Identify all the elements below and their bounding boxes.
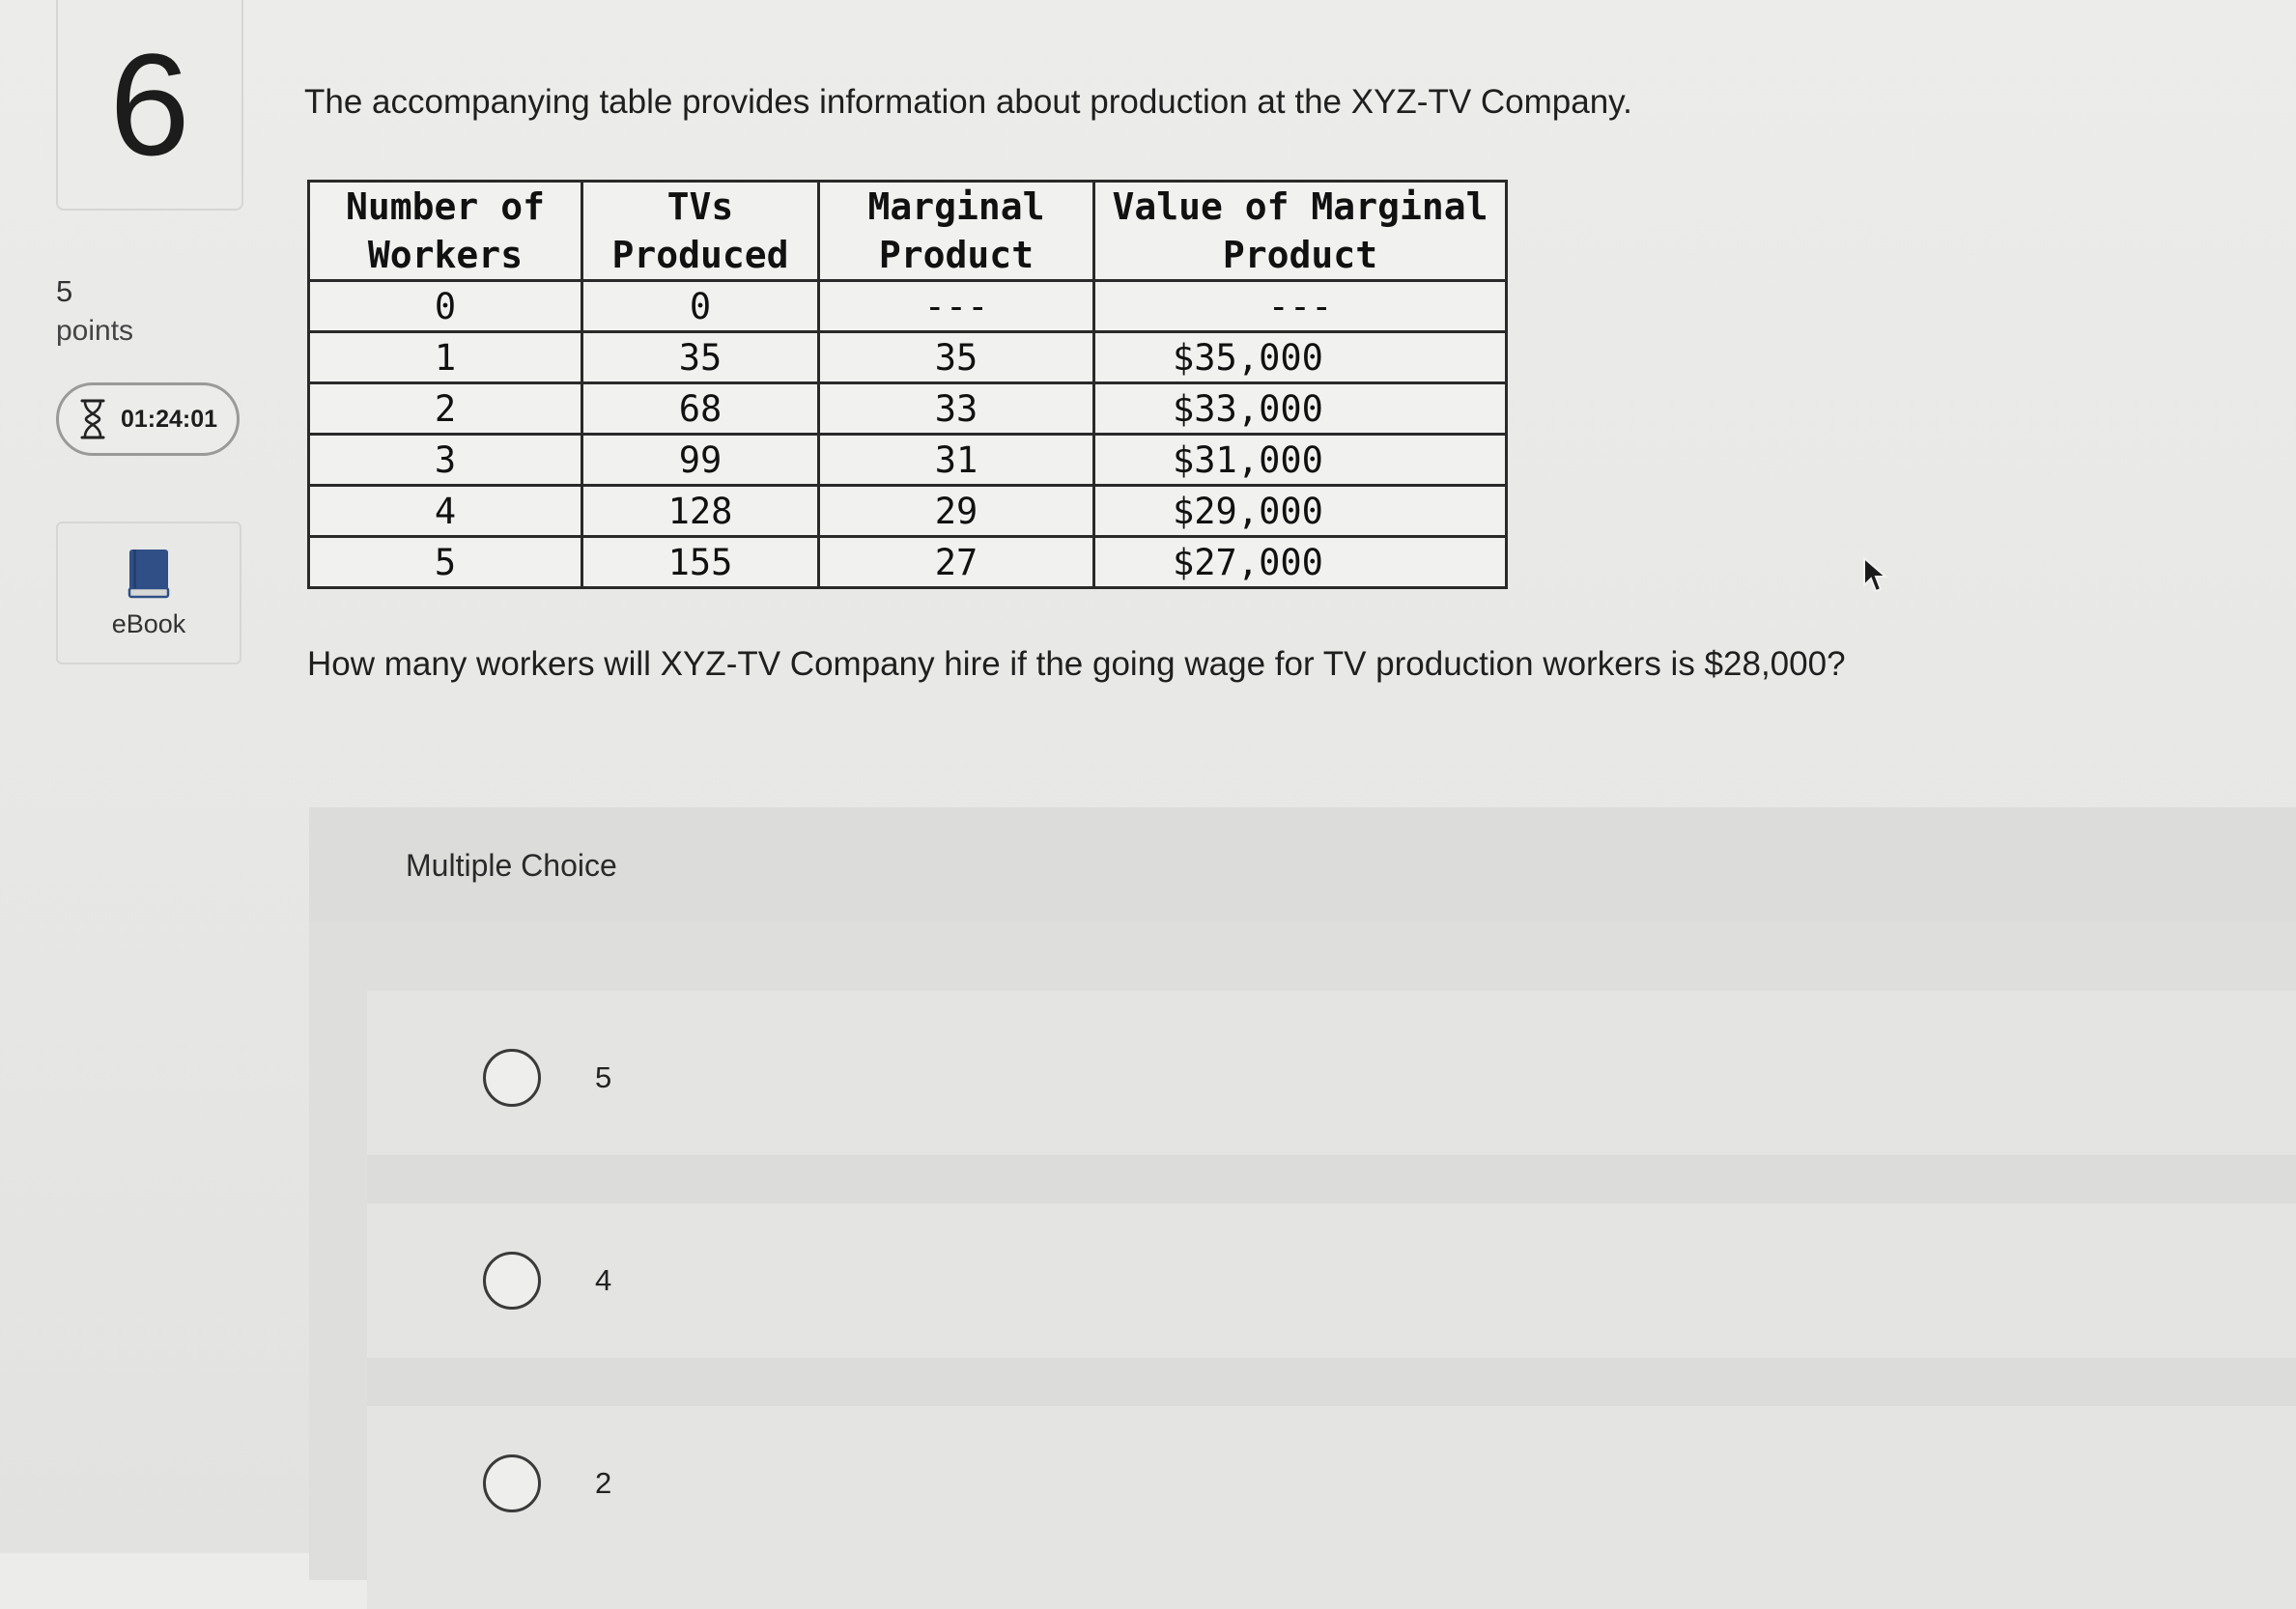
multiple-choice-title: Multiple Choice: [406, 848, 617, 883]
question-intro: The accompanying table provides information about production at the XYZ-TV Company.: [304, 83, 1632, 121]
header-tvs-produced: TVs Produced: [582, 182, 819, 281]
table-row: [309, 435, 1507, 486]
production-table: [307, 180, 1508, 589]
radio-button[interactable]: [483, 1252, 541, 1310]
cell-tvs: 128: [582, 486, 819, 537]
question-number: 6: [109, 23, 190, 185]
cell-tvs: 68: [582, 383, 819, 435]
option-label: 4: [595, 1263, 612, 1297]
header-value-marginal-product: Value of Marginal Product: [1094, 182, 1507, 281]
cell-tvs: 35: [582, 332, 819, 383]
cell-vmp: $29,000: [1094, 486, 1507, 537]
cell-vmp: $35,000: [1094, 332, 1507, 383]
cell-workers: 4: [309, 486, 582, 537]
question-prompt: How many workers will XYZ-TV Company hire if the going wage for TV production workers is $28,000?: [307, 645, 1846, 683]
table-row: [309, 281, 1507, 332]
cell-workers: 0: [309, 281, 582, 332]
option-label: 2: [595, 1466, 612, 1500]
timer-button[interactable]: [56, 382, 240, 456]
table-row: [309, 537, 1507, 588]
cell-mp: 31: [819, 435, 1094, 486]
radio-button[interactable]: [483, 1049, 541, 1107]
cell-vmp: ---: [1094, 281, 1507, 332]
cell-workers: 2: [309, 383, 582, 435]
cell-workers: 1: [309, 332, 582, 383]
cell-vmp: $27,000: [1094, 537, 1507, 588]
points-label: points: [56, 315, 134, 347]
multiple-choice-header: [309, 807, 2296, 921]
ebook-label: eBook: [111, 608, 186, 638]
table-row: [309, 486, 1507, 537]
option-divider: [367, 1155, 2296, 1203]
cell-tvs: 155: [582, 537, 819, 588]
radio-button[interactable]: [483, 1454, 541, 1512]
table-header-row: [309, 182, 1507, 281]
cell-mp: 33: [819, 383, 1094, 435]
options-list: [367, 991, 2296, 1609]
cell-workers: 3: [309, 435, 582, 486]
option-1[interactable]: [483, 1049, 611, 1107]
cell-vmp: $33,000: [1094, 383, 1507, 435]
table-row: [309, 383, 1507, 435]
cell-mp: 35: [819, 332, 1094, 383]
header-workers: Number of Workers: [309, 182, 582, 281]
question-number-box: [56, 0, 243, 211]
cell-vmp: $31,000: [1094, 435, 1507, 486]
option-label: 5: [595, 1060, 612, 1094]
option-divider: [367, 1358, 2296, 1406]
table-row: [309, 332, 1507, 383]
cell-mp: ---: [819, 281, 1094, 332]
book-icon: [127, 548, 171, 600]
option-2[interactable]: [483, 1252, 611, 1310]
header-marginal-product: Marginal Product: [819, 182, 1094, 281]
cell-tvs: 0: [582, 281, 819, 332]
hourglass-icon: [78, 398, 107, 440]
points-value: 5: [56, 274, 73, 308]
option-3[interactable]: [483, 1454, 611, 1512]
cell-mp: 27: [819, 537, 1094, 588]
multiple-choice-panel: [309, 807, 2296, 1580]
mouse-pointer-icon: [1862, 556, 1889, 595]
ebook-button[interactable]: [56, 522, 241, 664]
timer-value: 01:24:01: [120, 405, 218, 433]
cell-tvs: 99: [582, 435, 819, 486]
cell-mp: 29: [819, 486, 1094, 537]
cell-workers: 5: [309, 537, 582, 588]
